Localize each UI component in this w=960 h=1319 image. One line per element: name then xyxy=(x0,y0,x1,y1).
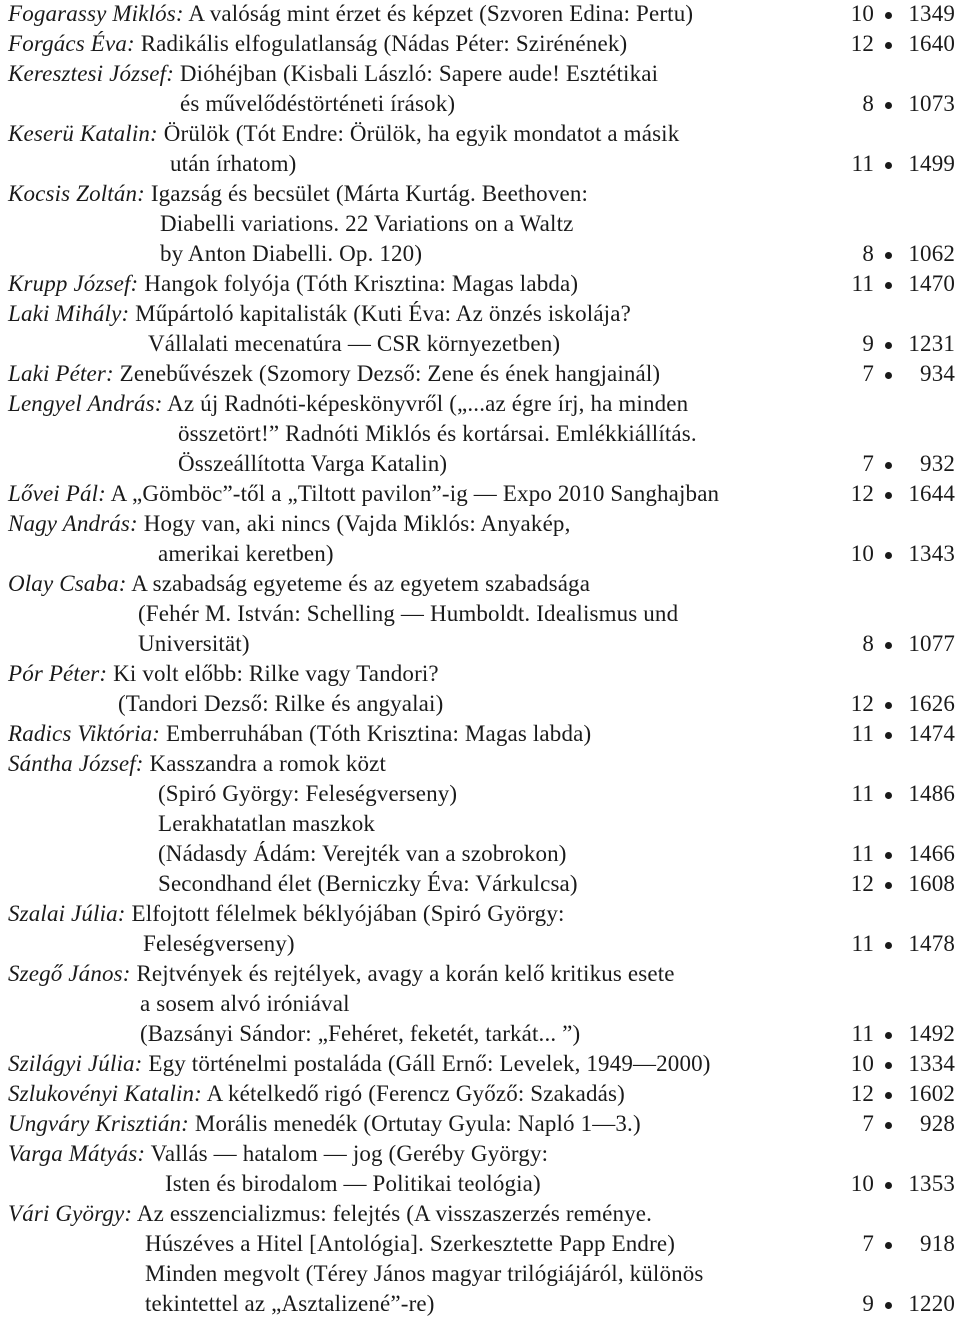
entry-text xyxy=(178,419,697,449)
issue-number: 10 xyxy=(850,541,874,566)
index-line xyxy=(0,1199,960,1229)
title-text: Az esszencializmus: felejtés (A visszaszerzés reménye. xyxy=(136,1201,653,1226)
author-name: Olay Csaba: xyxy=(8,571,127,596)
page-number: 934 xyxy=(920,361,955,386)
bullet-icon xyxy=(885,1302,892,1309)
author-name: Lengyel András: xyxy=(8,391,163,416)
entry-text xyxy=(8,1049,711,1079)
title-text: Vállalati mecenatúra — CSR környezetben) xyxy=(148,331,561,356)
issue-number: 8 xyxy=(862,241,874,266)
page-number: 1644 xyxy=(908,481,955,506)
index-line xyxy=(0,719,960,749)
bullet-icon xyxy=(885,102,892,109)
bullet-icon xyxy=(885,732,892,739)
bullet-icon xyxy=(885,282,892,289)
entry-text xyxy=(8,1199,652,1229)
bullet-icon xyxy=(885,252,892,259)
title-text: Diabelli variations. 22 Variations on a Waltz xyxy=(160,211,574,236)
page-number: 1470 xyxy=(908,271,955,296)
issue-number: 12 xyxy=(850,481,874,506)
page-number: 1499 xyxy=(908,151,955,176)
entry-text xyxy=(145,1289,435,1319)
title-text: és művelődéstörténeti írások) xyxy=(180,91,456,116)
entry-text xyxy=(138,599,678,629)
page-reference xyxy=(844,719,955,749)
issue-number: 11 xyxy=(851,841,874,866)
title-text: (Spiró György: Feleségverseny) xyxy=(158,781,458,806)
title-text: Vallás — hatalom — jog (Geréby György: xyxy=(150,1141,549,1166)
entry-text xyxy=(8,659,439,689)
title-text: Hangok folyója (Tóth Krisztina: Magas labda) xyxy=(144,271,579,296)
page-number: 1474 xyxy=(908,721,955,746)
bullet-icon xyxy=(885,1182,892,1189)
title-text: Elfojtott félelmek béklyójában (Spiró György: xyxy=(131,901,565,926)
page-reference xyxy=(844,329,955,359)
index-line xyxy=(0,839,960,869)
bullet-icon xyxy=(885,1092,892,1099)
author-name: Ungváry Krisztián: xyxy=(8,1111,189,1136)
title-text: amerikai keretben) xyxy=(158,541,334,566)
entry-text xyxy=(158,809,375,839)
title-text: Egy történelmi postaláda (Gáll Ernő: Levelek, 1949—2000) xyxy=(148,1051,711,1076)
index-line xyxy=(0,1109,960,1139)
page-reference xyxy=(844,239,955,269)
index-line xyxy=(0,329,960,359)
title-text: (Fehér M. István: Schelling — Humboldt. Idealismus und xyxy=(138,601,679,626)
entry-text xyxy=(138,629,250,659)
bullet-icon xyxy=(885,1062,892,1069)
page-reference xyxy=(844,839,955,869)
title-text: A „Gömböc”-től a „Tiltott pavilon”-ig — Expo 2010 Sanghajban xyxy=(110,481,720,506)
entry-text xyxy=(165,1169,541,1199)
index-line xyxy=(0,1289,960,1319)
page-number: 1626 xyxy=(908,691,955,716)
entry-text xyxy=(8,389,688,419)
index-line xyxy=(0,449,960,479)
author-name: Keserü Katalin: xyxy=(8,121,158,146)
issue-number: 11 xyxy=(851,271,874,296)
page-reference xyxy=(844,1049,955,1079)
page-number: 1492 xyxy=(908,1021,955,1046)
title-text: tekintettel az „Asztalizené”-re) xyxy=(145,1291,435,1316)
author-name: Keresztesi József: xyxy=(8,61,175,86)
page-number: 928 xyxy=(920,1111,955,1136)
entry-text xyxy=(8,299,631,329)
title-text: Igazság és becsület (Márta Kurtág. Beethoven: xyxy=(150,181,589,206)
entry-text xyxy=(8,1079,625,1109)
page-number: 1062 xyxy=(908,241,955,266)
entry-text xyxy=(8,0,693,29)
page-reference xyxy=(844,1289,955,1319)
entry-text xyxy=(160,239,422,269)
author-name: Radics Viktória: xyxy=(8,721,161,746)
page-reference xyxy=(844,89,955,119)
author-name: Pór Péter: xyxy=(8,661,108,686)
entry-text xyxy=(8,359,660,389)
index-line xyxy=(0,659,960,689)
title-text: Zenebűvészek (Szomory Dezső: Zene és ének hangjainál) xyxy=(119,361,661,386)
page-reference xyxy=(844,629,955,659)
page-reference xyxy=(844,449,955,479)
title-text: Műpártoló kapitalisták (Kuti Éva: Az önzés iskolája? xyxy=(135,301,631,326)
index-line xyxy=(0,89,960,119)
title-text: (Nádasdy Ádám: Verejték van a szobrokon) xyxy=(158,841,567,866)
title-text: Radikális elfogulatlanság (Nádas Péter: Szirénének) xyxy=(140,31,628,56)
entry-text xyxy=(143,929,295,959)
page-number: 1486 xyxy=(908,781,955,806)
entry-text xyxy=(8,479,719,509)
title-text: Rejtvények és rejtélyek, avagy a korán kelő kritikus esete xyxy=(136,961,675,986)
title-text: by Anton Diabelli. Op. 120) xyxy=(160,241,423,266)
index-line xyxy=(0,1229,960,1259)
index-line xyxy=(0,569,960,599)
index-line xyxy=(0,29,960,59)
entry-text xyxy=(8,1109,641,1139)
bullet-icon xyxy=(885,642,892,649)
index-line xyxy=(0,0,960,29)
issue-number: 12 xyxy=(850,1081,874,1106)
page-reference xyxy=(844,1169,955,1199)
page-reference xyxy=(844,1109,955,1139)
bullet-icon xyxy=(885,462,892,469)
entry-text xyxy=(8,119,679,149)
title-text: Hogy van, aki nincs (Vajda Miklós: Anyakép, xyxy=(143,511,571,536)
author-name: Fogarassy Miklós: xyxy=(8,1,184,26)
entry-text xyxy=(140,989,350,1019)
bullet-icon xyxy=(885,882,892,889)
title-text: (Bazsányi Sándor: „Fehéret, feketét, tarkát... ”) xyxy=(140,1021,581,1046)
page-reference xyxy=(844,1019,955,1049)
title-text: Secondhand élet (Berniczky Éva: Várkulcsa) xyxy=(158,871,578,896)
issue-number: 10 xyxy=(850,1051,874,1076)
author-name: Szilágyi Júlia: xyxy=(8,1051,143,1076)
page-reference xyxy=(844,479,955,509)
title-text: A valóság mint érzet és képzet (Szvoren Edina: Pertu) xyxy=(188,1,694,26)
entry-text xyxy=(8,719,591,749)
issue-number: 12 xyxy=(850,31,874,56)
page-number: 1231 xyxy=(908,331,955,356)
index-line xyxy=(0,179,960,209)
entry-text xyxy=(158,779,457,809)
index-line xyxy=(0,359,960,389)
author-name: Szlukovényi Katalin: xyxy=(8,1081,202,1106)
page-reference xyxy=(844,1229,955,1259)
page-reference xyxy=(844,149,955,179)
index-line xyxy=(0,989,960,1019)
page-reference xyxy=(844,779,955,809)
issue-number: 11 xyxy=(851,151,874,176)
index-line xyxy=(0,629,960,659)
author-name: Lővei Pál: xyxy=(8,481,106,506)
page-reference xyxy=(844,539,955,569)
title-text: Minden megvolt (Térey János magyar trilógiájáról, különös xyxy=(145,1261,704,1286)
page-number: 1077 xyxy=(908,631,955,656)
index-line xyxy=(0,929,960,959)
page-reference xyxy=(844,29,955,59)
issue-number: 9 xyxy=(862,1291,874,1316)
entry-text xyxy=(158,839,567,869)
title-text: Kasszandra a romok közt xyxy=(149,751,387,776)
index-line xyxy=(0,299,960,329)
bullet-icon xyxy=(885,12,892,19)
issue-number: 7 xyxy=(862,451,874,476)
bullet-icon xyxy=(885,1032,892,1039)
bullet-icon xyxy=(885,942,892,949)
entry-text xyxy=(8,509,570,539)
entry-text xyxy=(180,89,455,119)
page-reference xyxy=(844,359,955,389)
index-line xyxy=(0,1259,960,1289)
entry-text xyxy=(8,1139,548,1169)
bullet-icon xyxy=(885,1122,892,1129)
page-number: 1478 xyxy=(908,931,955,956)
index-line xyxy=(0,1169,960,1199)
index-line xyxy=(0,239,960,269)
title-text: Húszéves a Hitel [Antológia]. Szerkesztette Papp Endre) xyxy=(145,1231,676,1256)
index-line xyxy=(0,1079,960,1109)
author-name: Szalai Júlia: xyxy=(8,901,126,926)
page-reference xyxy=(844,869,955,899)
entry-text xyxy=(160,209,573,239)
page-number: 918 xyxy=(920,1231,955,1256)
page-reference xyxy=(844,929,955,959)
author-name: Varga Mátyás: xyxy=(8,1141,146,1166)
issue-number: 12 xyxy=(850,691,874,716)
author-name: Krupp József: xyxy=(8,271,139,296)
index-line xyxy=(0,899,960,929)
page-number: 932 xyxy=(920,451,955,476)
issue-number: 8 xyxy=(862,631,874,656)
index-line xyxy=(0,509,960,539)
page-number: 1334 xyxy=(908,1051,955,1076)
issue-number: 11 xyxy=(851,781,874,806)
issue-number: 11 xyxy=(851,721,874,746)
index-line xyxy=(0,749,960,779)
title-text: Universität) xyxy=(138,631,250,656)
bullet-icon xyxy=(885,372,892,379)
title-text: Ki volt előbb: Rilke vagy Tandori? xyxy=(113,661,439,686)
index-line xyxy=(0,419,960,449)
issue-number: 11 xyxy=(851,931,874,956)
page-reference xyxy=(844,1079,955,1109)
issue-number: 12 xyxy=(850,871,874,896)
issue-number: 8 xyxy=(862,91,874,116)
page-reference xyxy=(844,689,955,719)
index-line xyxy=(0,269,960,299)
index-line xyxy=(0,869,960,899)
entry-text xyxy=(158,539,334,569)
entry-text xyxy=(8,959,675,989)
index-line xyxy=(0,59,960,89)
index-line xyxy=(0,599,960,629)
bullet-icon xyxy=(885,552,892,559)
title-text: után írhatom) xyxy=(170,151,297,176)
page-number: 1073 xyxy=(908,91,955,116)
index-line xyxy=(0,689,960,719)
bullet-icon xyxy=(885,42,892,49)
entry-text xyxy=(158,869,578,899)
title-text: Lerakhatatlan maszkok xyxy=(158,811,376,836)
issue-number: 10 xyxy=(850,1,874,26)
bullet-icon xyxy=(885,852,892,859)
bullet-icon xyxy=(885,492,892,499)
index-line xyxy=(0,1019,960,1049)
page-number: 1608 xyxy=(908,871,955,896)
entry-text xyxy=(170,149,297,179)
entry-text xyxy=(8,29,627,59)
title-text: (Tandori Dezső: Rilke és angyalai) xyxy=(118,691,444,716)
entry-text xyxy=(148,329,560,359)
index-line xyxy=(0,209,960,239)
page-number: 1220 xyxy=(908,1291,955,1316)
index-line xyxy=(0,149,960,179)
issue-number: 10 xyxy=(850,1171,874,1196)
entry-text xyxy=(145,1229,675,1259)
title-text: Összeállította Varga Katalin) xyxy=(178,451,448,476)
title-text: A szabadság egyeteme és az egyetem szabadsága xyxy=(131,571,591,596)
page-number: 1602 xyxy=(908,1081,955,1106)
author-name: Szegő János: xyxy=(8,961,131,986)
entry-text xyxy=(140,1019,580,1049)
author-name: Nagy András: xyxy=(8,511,138,536)
title-text: összetört!” Radnóti Miklós és kortársai. Emlékkiállítás. xyxy=(178,421,697,446)
bullet-icon xyxy=(885,162,892,169)
issue-number: 7 xyxy=(862,1231,874,1256)
bullet-icon xyxy=(885,792,892,799)
title-text: Dióhéjban (Kisbali László: Sapere aude! Esztétikai xyxy=(179,61,659,86)
entry-text xyxy=(8,179,588,209)
author-name: Sántha József: xyxy=(8,751,144,776)
author-name: Laki Mihály: xyxy=(8,301,130,326)
title-text: Az új Radnóti-képeskönyvről („...az égre írj, ha minden xyxy=(167,391,689,416)
title-text: Örülök (Tót Endre: Örülök, ha egyik mondatot a másik xyxy=(163,121,680,146)
title-text: Feleségverseny) xyxy=(143,931,295,956)
page-number: 1466 xyxy=(908,841,955,866)
entry-text xyxy=(8,569,590,599)
index-line xyxy=(0,389,960,419)
page-number: 1353 xyxy=(908,1171,955,1196)
entry-text xyxy=(8,59,658,89)
title-text: Isten és birodalom — Politikai teológia) xyxy=(165,1171,541,1196)
entry-text xyxy=(178,449,447,479)
entry-text xyxy=(145,1259,704,1289)
index-line xyxy=(0,809,960,839)
index-line xyxy=(0,1049,960,1079)
entry-text xyxy=(118,689,443,719)
title-text: Emberruhában (Tóth Krisztina: Magas labda) xyxy=(166,721,592,746)
index-line xyxy=(0,1139,960,1169)
bullet-icon xyxy=(885,1242,892,1249)
index-line xyxy=(0,959,960,989)
title-text: Morális menedék (Ortutay Gyula: Napló 1—3.) xyxy=(194,1111,641,1136)
issue-number: 9 xyxy=(862,331,874,356)
index-line xyxy=(0,779,960,809)
page-number: 1349 xyxy=(908,1,955,26)
issue-number: 7 xyxy=(862,1111,874,1136)
entry-text xyxy=(8,749,386,779)
page-reference xyxy=(844,0,955,29)
page-number: 1640 xyxy=(908,31,955,56)
author-name: Laki Péter: xyxy=(8,361,114,386)
issue-number: 7 xyxy=(862,361,874,386)
index-line xyxy=(0,119,960,149)
page-number: 1343 xyxy=(908,541,955,566)
bullet-icon xyxy=(885,702,892,709)
index-line xyxy=(0,479,960,509)
issue-number: 11 xyxy=(851,1021,874,1046)
author-name: Kocsis Zoltán: xyxy=(8,181,145,206)
entry-text xyxy=(8,899,565,929)
bullet-icon xyxy=(885,342,892,349)
author-name: Vári György: xyxy=(8,1201,133,1226)
entry-text xyxy=(8,269,578,299)
page-reference xyxy=(844,269,955,299)
index-line xyxy=(0,539,960,569)
title-text: A kételkedő rigó (Ferencz Győző: Szakadás) xyxy=(206,1081,625,1106)
title-text: a sosem alvó iróniával xyxy=(140,991,350,1016)
author-name: Forgács Éva: xyxy=(8,31,135,56)
